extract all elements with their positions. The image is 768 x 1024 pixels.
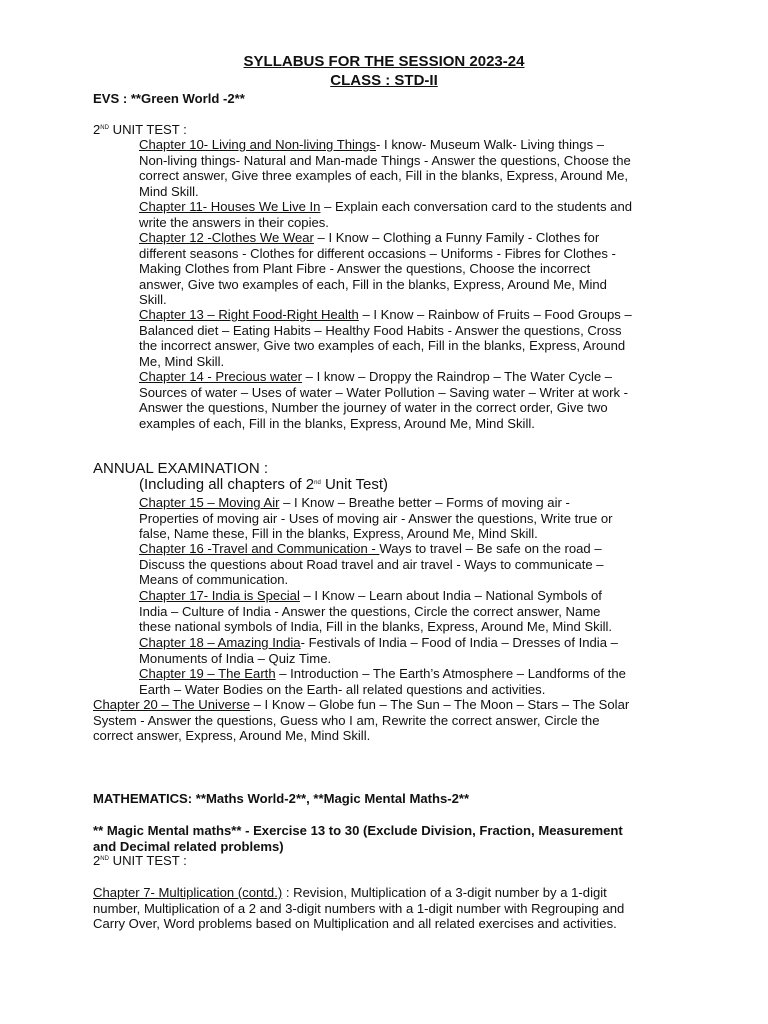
- chapter-title: Chapter 11- Houses We Live In: [139, 199, 321, 214]
- evs-chapter-10: [139, 137, 699, 199]
- annual-chapter-19: [139, 666, 699, 697]
- chapter-line: Earth – Water Bodies on the Earth- all related questions and activities.: [139, 681, 546, 697]
- chapter-line: Sources of water – Uses of water – Water Pollution – Saving water – Writer at work -: [139, 384, 629, 400]
- evs-chapter-13: [139, 307, 699, 369]
- chapter-line: India – Culture of India - Answer the questions, Circle the correct answer, Name: [139, 603, 601, 619]
- chapter-line: number, Multiplication of a 2 and 3-digit numbers with a 1-digit number with Regrouping and: [93, 900, 625, 916]
- mental-maths-line: and Decimal related problems): [93, 838, 284, 854]
- chapter-line: [139, 666, 699, 682]
- chapter-line: correct answer, Give three examples of each, Fill in the blanks, Express, Around Me,: [139, 168, 629, 183]
- evs-chapter-11: [139, 199, 699, 230]
- chapter-text: - I know- Museum Walk- Living things –: [376, 137, 605, 152]
- evs-unit-test-label: UNIT TEST :: [108, 122, 187, 137]
- chapter-text: – I Know – Breathe better – Forms of moving air -: [279, 495, 570, 510]
- chapter-line: System - Answer the questions, Guess who I am, Rewrite the correct answer, Circle the: [93, 712, 600, 728]
- chapter-line: [139, 230, 699, 246]
- chapter-line: the incorrect answer, Give two examples of each, Fill in the blanks, Express, Around: [139, 338, 626, 353]
- chapter-line: Carry Over, Word problems based on Multiplication and all related exercises and activities.: [93, 916, 617, 931]
- chapter-title: Chapter 13 – Right Food-Right Health: [139, 307, 359, 322]
- evs-unit-test-num: 2: [93, 122, 101, 137]
- evs-heading: EVS : **Green World -2**: [93, 91, 245, 106]
- maths-chapter-7: [93, 885, 693, 932]
- chapter-line: these national symbols of India, Fill in the blanks, Express, Around Me, Mind Skill.: [139, 619, 613, 634]
- chapter-title: Chapter 7- Multiplication (contd.): [93, 885, 283, 900]
- chapter-line: different seasons - Clothes for different occasions – Uniforms - Fibres for Clothes -: [139, 245, 616, 261]
- chapter-line: [139, 541, 699, 557]
- chapter-line: Skill.: [139, 292, 167, 307]
- chapter-text: – Introduction – The Earth’s Atmosphere – Landforms of the: [275, 666, 626, 681]
- chapter-line: [139, 635, 699, 651]
- evs-chapter-12: [139, 230, 699, 308]
- chapter-line: Non-living things- Natural and Man-made Things - Answer the questions, Choose the: [139, 152, 631, 168]
- chapter-line: Monuments of India – Quiz Time.: [139, 650, 332, 666]
- chapter-text: – I Know – Learn about India – National Symbols of: [299, 588, 602, 603]
- annual-sub-sup: nd: [314, 480, 321, 486]
- chapter-text: – I Know – Globe fun – The Sun – The Moon – Stars – The Solar: [249, 697, 630, 712]
- chapter-line: [139, 369, 699, 385]
- maths-unit-test-label: UNIT TEST :: [108, 853, 187, 868]
- chapter-line: Mind Skill.: [139, 183, 199, 199]
- chapter-title: Chapter 20 – The Universe: [93, 697, 250, 712]
- chapter-line: write the answers in their copies.: [139, 214, 329, 230]
- evs-unit-test-sup: ND: [100, 125, 109, 131]
- page-title: SYLLABUS FOR THE SESSION 2023-24: [243, 53, 525, 70]
- annual-sub-pre: (Including all chapters of 2: [139, 476, 315, 493]
- chapter-title: Chapter 19 – The Earth: [139, 666, 276, 681]
- chapter-line: [139, 199, 699, 215]
- maths-unit-test-heading: [93, 853, 693, 869]
- chapter-line: false, Name these, Fill in the blanks, Express, Around Me, Mind Skill.: [139, 526, 538, 541]
- chapter-title: Chapter 18 – Amazing India: [139, 635, 301, 650]
- chapter-title: Chapter 15 – Moving Air: [139, 495, 280, 510]
- chapter-line: Answer the questions, Number the journey of water in the correct order, Give two: [139, 400, 608, 415]
- chapter-title: Chapter 16 -Travel and Communication -: [139, 541, 380, 556]
- magic-mental-maths: [93, 823, 693, 854]
- mental-maths-line: ** Magic Mental maths** - Exercise 13 to 30 (Exclude Division, Fraction, Measurement: [93, 823, 623, 838]
- annual-chapter-18: [139, 635, 699, 666]
- chapter-line: Properties of moving air - Uses of moving air - Answer the questions, Write true or: [139, 510, 613, 526]
- chapter-line: [93, 885, 693, 901]
- chapter-line: [139, 588, 699, 604]
- maths-unit-test-sup: ND: [100, 856, 109, 862]
- chapter-line: Means of communication.: [139, 572, 289, 587]
- evs-unit-test-heading: [93, 122, 693, 138]
- chapter-line: Making Clothes from Plant Fibre - Answer the questions, Choose the incorrect: [139, 261, 591, 276]
- class-title: CLASS : STD-II: [330, 72, 438, 89]
- chapter-line: correct answer, Express, Around Me, Mind Skill.: [93, 728, 371, 743]
- chapter-line: [139, 495, 699, 511]
- annual-sub-post: Unit Test): [320, 476, 389, 493]
- evs-chapter-14: [139, 369, 699, 431]
- chapter-line: Me, Mind Skill.: [139, 353, 225, 369]
- chapter-line: Discuss the questions about Road travel and air travel - Ways to communicate –: [139, 556, 604, 572]
- chapter-text: : Revision, Multiplication of a 3-digit number by a 1-digit: [282, 885, 607, 900]
- annual-chapter-20: [93, 697, 693, 744]
- chapter-text: – I Know – Rainbow of Fruits – Food Groups –: [358, 307, 632, 322]
- chapter-line: [93, 697, 693, 713]
- annual-chapter-15: [139, 495, 699, 542]
- chapter-line: [139, 137, 699, 153]
- annual-chapter-16: [139, 541, 699, 588]
- maths-unit-test-num: 2: [93, 853, 101, 868]
- chapter-line: answer, Give two examples of each, Fill in the blanks, Express, Around Me, Mind: [139, 276, 607, 292]
- chapter-text: - Festivals of India – Food of India – Dresses of India –: [300, 635, 618, 650]
- chapter-title: Chapter 17- India is Special: [139, 588, 300, 603]
- chapter-text: – I Know – Clothing a Funny Family - Clothes for: [313, 230, 600, 245]
- chapter-line: examples of each, Fill in the blanks, Express, Around Me, Mind Skill.: [139, 415, 535, 431]
- annual-exam-subheading: [139, 477, 699, 493]
- chapter-text: – I know – Droppy the Raindrop – The Water Cycle –: [302, 369, 613, 384]
- annual-chapter-17: [139, 588, 699, 635]
- maths-heading: MATHEMATICS: **Maths World-2**, **Magic Mental Maths-2**: [93, 791, 470, 806]
- chapter-title: Chapter 14 - Precious water: [139, 369, 303, 384]
- chapter-text: – Explain each conversation card to the students and: [320, 199, 633, 214]
- chapter-title: Chapter 10- Living and Non-living Things: [139, 137, 377, 152]
- chapter-text: Ways to travel – Be safe on the road –: [379, 541, 602, 556]
- chapter-line: [139, 307, 699, 323]
- chapter-title: Chapter 12 -Clothes We Wear: [139, 230, 314, 245]
- annual-exam-heading: ANNUAL EXAMINATION :: [93, 460, 269, 477]
- chapter-line: Balanced diet – Eating Habits – Healthy Food Habits - Answer the questions, Cross: [139, 322, 622, 338]
